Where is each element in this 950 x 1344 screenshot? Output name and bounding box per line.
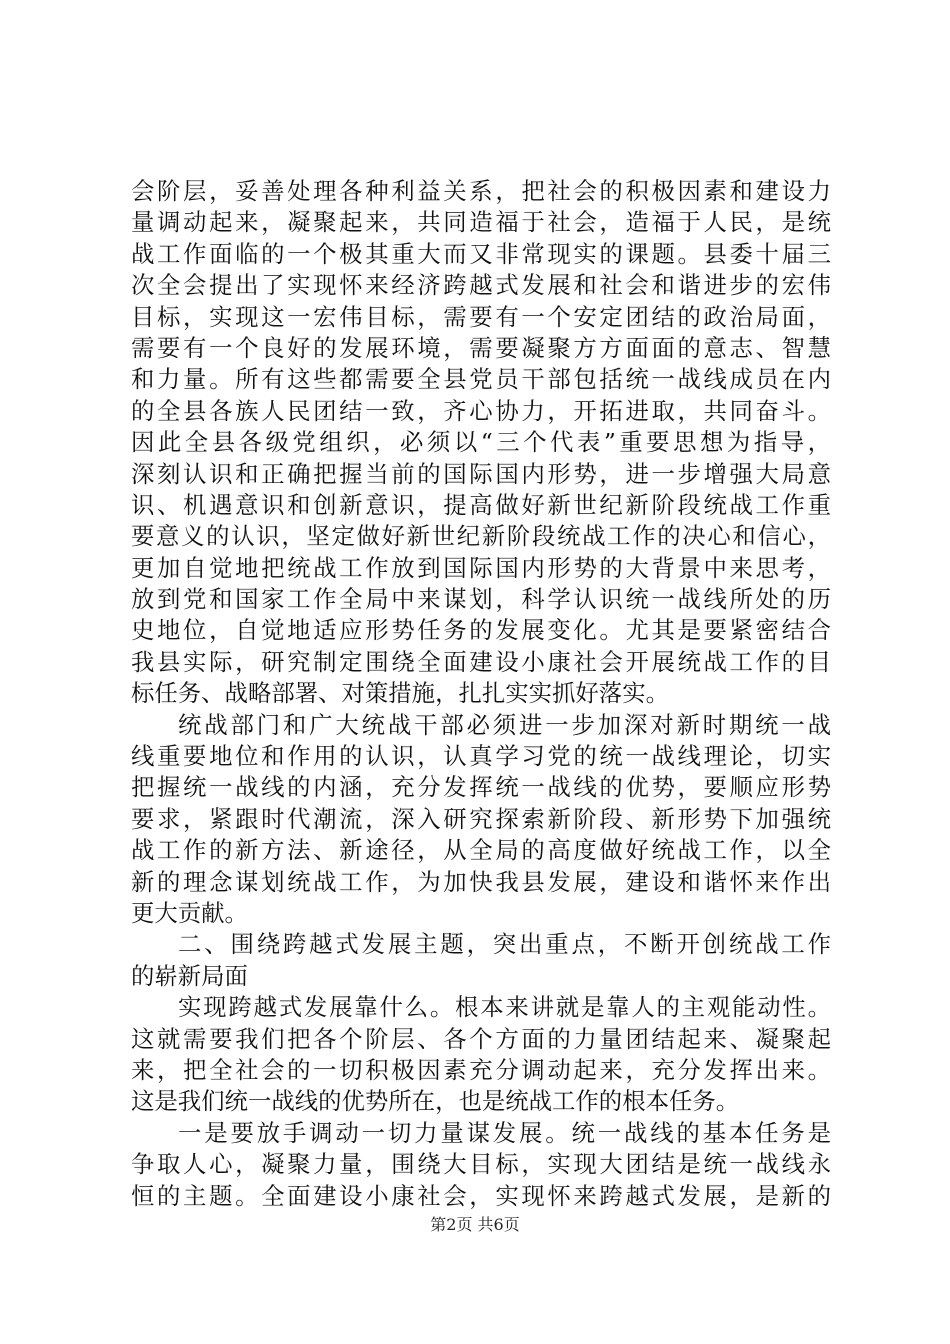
text-line: 战工作面临的一个极其重大而又非常现实的课题。县委十届三 — [131, 239, 831, 268]
text-line: 更加自觉地把统战工作放到国际国内形势的大背景中来思考， — [131, 553, 831, 582]
section-heading-line: 二、围绕跨越式发展主题，突出重点，不断开创统战工作 — [178, 930, 831, 959]
text-line: 统战部门和广大统战干部必须进一步加深对新时期统一战 — [178, 710, 831, 739]
text-line: 和力量。所有这些都需要全县党员干部包括统一战线成员在内 — [131, 365, 831, 394]
text-line: 争取人心，凝聚力量，围绕大目标，实现大团结是统一战线永 — [131, 1150, 831, 1179]
text-line: 因此全县各级党组织，必须以“三个代表”重要思想为指导， — [131, 428, 831, 457]
text-line: 我县实际，研究制定围绕全面建设小康社会开展统战工作的目 — [131, 647, 831, 676]
text-line: 目标，实现这一宏伟目标，需要有一个安定团结的政治局面， — [131, 302, 831, 331]
text-line: 标任务、战略部署、对策措施，扎扎实实抓好落实。 — [131, 679, 669, 708]
text-line: 更大贡献。 — [131, 898, 248, 927]
text-line: 的全县各族人民团结一致，齐心协力，开拓进取，共同奋斗。 — [131, 396, 831, 425]
text-line: 这就需要我们把各个阶层、各个方面的力量团结起来、凝聚起 — [131, 1024, 831, 1053]
text-line: 战工作的新方法、新途径，从全局的高度做好统战工作，以全 — [131, 836, 831, 865]
page-number: 第2页 共6页 — [430, 1215, 520, 1234]
text-line: 一是要放手调动一切力量谋发展。统一战线的基本任务是 — [178, 1118, 831, 1147]
text-line: 把握统一战线的内涵，充分发挥统一战线的优势，要顺应形势 — [131, 773, 831, 802]
text-line: 要求，紧跟时代潮流，深入研究探索新阶段、新形势下加强统 — [131, 804, 831, 833]
text-line: 需要有一个良好的发展环境，需要凝聚方方面面的意志、智慧 — [131, 333, 831, 362]
text-line: 要意义的认识，坚定做好新世纪新阶段统战工作的决心和信心， — [131, 522, 831, 551]
document-body — [131, 176, 831, 1212]
text-line: 识、机遇意识和创新意识，提高做好新世纪新阶段统战工作重 — [131, 490, 831, 519]
text-line: 来，把全社会的一切积极因素充分调动起来，充分发挥出来。 — [131, 1055, 831, 1084]
text-line: 次全会提出了实现怀来经济跨越式发展和社会和谐进步的宏伟 — [131, 271, 831, 300]
text-line: 会阶层，妥善处理各种利益关系，把社会的积极因素和建设力 — [131, 177, 831, 205]
text-line: 实现跨越式发展靠什么。根本来讲就是靠人的主观能动性。 — [178, 993, 831, 1022]
text-line: 线重要地位和作用的认识，认真学习党的统一战线理论，切实 — [131, 742, 831, 771]
text-line: 深刻认识和正确把握当前的国际国内形势，进一步增强大局意 — [131, 459, 831, 488]
text-line: 这是我们统一战线的优势所在，也是统战工作的根本任务。 — [131, 1087, 740, 1116]
text-line: 恒的主题。全面建设小康社会，实现怀来跨越式发展，是新的 — [131, 1181, 831, 1210]
text-line: 放到党和国家工作全局中来谋划，科学认识统一战线所处的历 — [131, 585, 831, 614]
section-heading-line: 的崭新局面 — [131, 961, 248, 990]
text-line: 新的理念谋划统战工作，为加快我县发展，建设和谐怀来作出 — [131, 867, 831, 896]
text-line: 量调动起来，凝聚起来，共同造福于社会，造福于人民，是统 — [131, 208, 831, 237]
text-line: 史地位，自觉地适应形势任务的发展变化。尤其是要紧密结合 — [131, 616, 831, 645]
